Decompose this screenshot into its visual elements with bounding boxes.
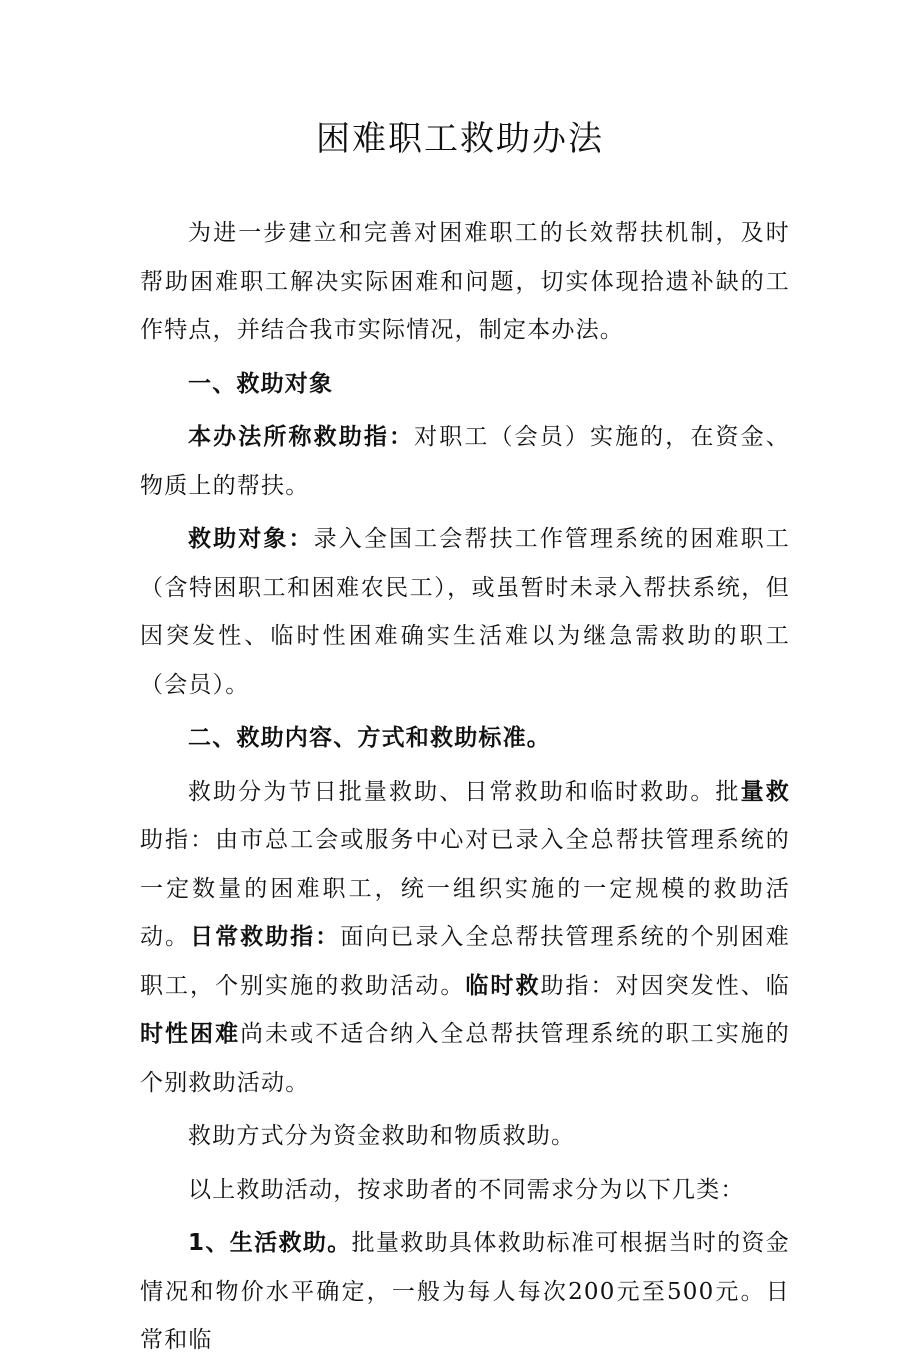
rescue-types-bold-h: 时性困难 <box>140 1021 241 1047</box>
rescue-method-paragraph: 救助方式分为资金救助和物质救助。 <box>188 1123 576 1149</box>
document-title: 困难职工救助办法 <box>316 119 604 159</box>
section-heading-1-text: 一、救助对象 <box>188 370 334 397</box>
rescue-types-text-e: 面向已录入全总帮扶管理系统的个别困难职工，个别实施的救助活动。 <box>140 924 790 999</box>
rescue-types-text-a: 救助分为节日批量救助、日常救助和临时救助。批 <box>188 778 741 805</box>
section-heading-1 <box>140 360 790 409</box>
rescue-types-bold-f: 临时救 <box>465 972 541 999</box>
rescue-types-text-i: 尚未或不适合纳入全总帮扶管理系统的职工实施的个别救助活动。 <box>140 1021 790 1096</box>
definition-text: 对职工（会员）实施的，在资金、物质上的帮扶。 <box>140 424 790 499</box>
living-aid-text: 批量救助具体救助标准可根据当时的资金情况和物价水平确定，一般为每人每次200元至500元。日常和临 <box>140 1230 791 1353</box>
document-body <box>140 209 790 1365</box>
target-paragraph <box>140 515 790 709</box>
rescue-types-paragraph <box>140 768 790 1108</box>
target-text: 录入全国工会帮扶工作管理系统的困难职工（含特困职工和困难农民工），或虽暂时未录入帮扶系统，但因突发性、临时性困难确实生活难以为继急需救助的职工（会员）。 <box>140 526 790 698</box>
rescue-types-text-c: 助指：由市总工会或服务中心对已录入全总帮扶管理系统的一定数量的困难职工，统一组织实施的一定规模的救助活动。 <box>140 827 790 950</box>
rescue-categories-paragraph: 以上救助活动，按求助者的不同需求分为以下几类： <box>188 1176 745 1203</box>
living-aid-label: 1、生活救助。 <box>188 1230 352 1256</box>
rescue-types-bold-d: 日常救助指： <box>190 924 341 950</box>
section-heading-2 <box>140 714 790 763</box>
rescue-types-text-g: 助指：对因突发性、临 <box>540 972 790 999</box>
definition-paragraph <box>140 413 790 510</box>
target-label: 救助对象： <box>188 526 314 552</box>
definition-label: 本办法所称救助指： <box>188 424 415 450</box>
section-heading-2-text: 二、救助内容、方式和救助标准。 <box>188 725 551 751</box>
living-aid-paragraph <box>140 1219 790 1365</box>
intro-paragraph: 为进一步建立和完善对困难职工的长效帮扶机制，及时帮助困难职工解决实际困难和问题，切实体现拾遗补缺的工作特点，并结合我市实际情况，制定本办法。 <box>140 220 790 343</box>
rescue-types-bold-b: 量救 <box>740 778 790 805</box>
